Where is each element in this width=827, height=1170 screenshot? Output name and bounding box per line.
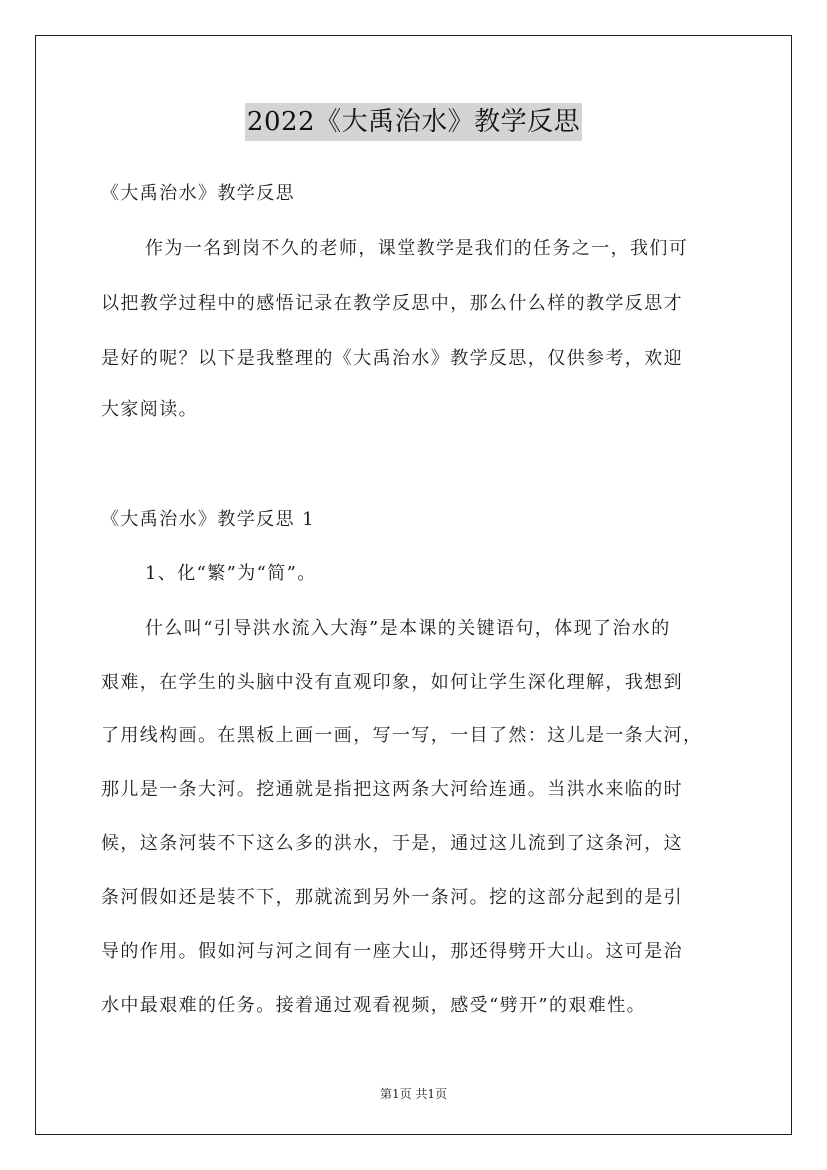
body-line: 那儿是一条大河。挖通就是指把这两条大河给连通。当洪水来临的时 xyxy=(101,779,683,800)
point-title: 1、化“繁”为“简”。 xyxy=(145,563,317,584)
page-footer: 第1页 共1页 xyxy=(379,1087,448,1101)
body-line: 候，这条河装不下这么多的洪水，于是，通过这儿流到了这条河，这 xyxy=(101,833,683,854)
intro-line: 作为一名到岗不久的老师，课堂教学是我们的任务之一，我们可 xyxy=(145,238,689,259)
body-line: 水中最艰难的任务。接着通过观看视频，感受“劈开”的艰难性。 xyxy=(101,995,647,1016)
body-line: 了用线构画。在黑板上画一画，写一写，一目了然：这儿是一条大河， xyxy=(101,725,703,746)
intro-line: 以把教学过程中的感悟记录在教学反思中，那么什么样的教学反思才 xyxy=(101,293,683,314)
body-line: 什么叫“引导洪水流入大海”是本课的关键语句，体现了治水的 xyxy=(145,618,671,639)
intro-line: 大家阅读。 xyxy=(101,399,198,420)
subheading: 《大禹治水》教学反思 xyxy=(101,183,295,204)
body-line: 条河假如还是装不下，那就流到另外一条河。挖的这部分起到的是引 xyxy=(101,887,683,908)
section-title: 《大禹治水》教学反思 1 xyxy=(101,509,315,530)
title-container xyxy=(0,103,827,141)
body-line: 导的作用。假如河与河之间有一座大山，那还得劈开大山。这可是治 xyxy=(101,941,683,962)
document-title: 2022《大禹治水》教学反思 xyxy=(245,103,582,141)
body-line: 艰难，在学生的头脑中没有直观印象，如何让学生深化理解，我想到 xyxy=(101,672,683,693)
intro-line: 是好的呢？以下是我整理的《大禹治水》教学反思，仅供参考，欢迎 xyxy=(101,348,683,369)
